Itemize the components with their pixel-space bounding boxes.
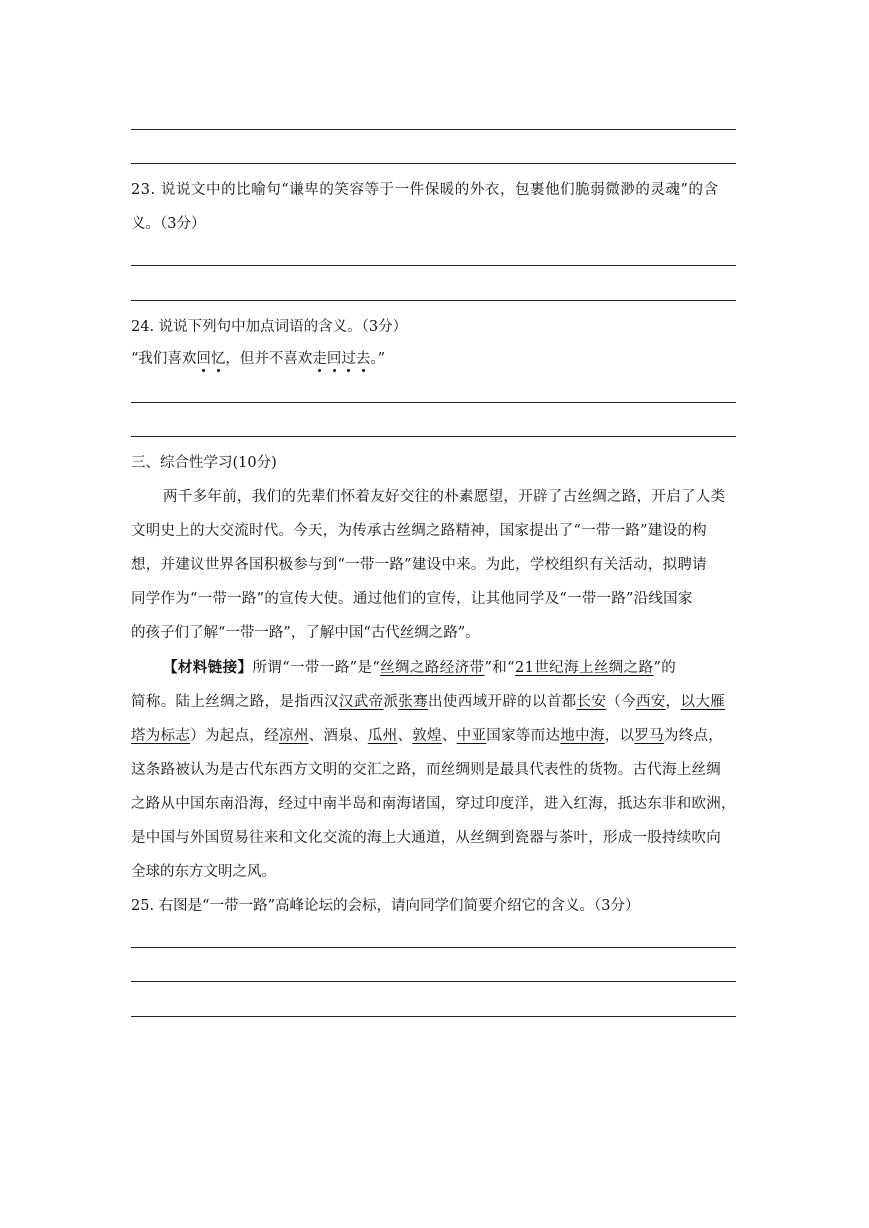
underlined-term: 敦煌 — [412, 728, 442, 744]
question-number: 25. — [131, 898, 155, 914]
question-number: 24. — [131, 319, 155, 335]
underlined-term: 以大雁 — [680, 694, 726, 710]
question-text: 右图是“一带一路”高峰论坛的会标，请向同学们简要介绍它的含义。（3分） — [158, 898, 640, 914]
answer-line — [131, 981, 736, 982]
answer-line — [131, 947, 736, 948]
material-line: 这条路被认为是古代东西方文明的交汇之路，而丝绸则是最具代表性的货物。古代海上丝绸 — [131, 762, 721, 778]
question-25 — [131, 896, 736, 916]
material-line: 简称。陆上丝绸之路，是指西汉汉武帝派张骞出使西域开辟的以首都长安（今西安，以大雁 — [131, 694, 726, 710]
underlined-term: 汉武帝 — [338, 694, 384, 710]
underlined-term: 瓜州 — [367, 728, 398, 744]
paragraph-line: 想，并建议世界各国积极参与到“一带一路”建设中来。为此，学校组织有关活动，拟聘请 — [131, 557, 707, 573]
answer-line — [131, 265, 736, 266]
question-23-continued: 义。（3分） — [131, 216, 206, 232]
answer-line — [131, 1016, 736, 1017]
answer-line — [131, 402, 736, 403]
paragraph-line: 文明史上的大交流时代。今天，为传承古丝绸之路精神，国家提出了“一带一路”建设的构 — [131, 523, 707, 539]
underlined-term: 西安 — [635, 694, 666, 710]
underlined-term: 张骞 — [398, 694, 429, 710]
material-line: 全球的东方文明之风。 — [131, 864, 276, 880]
dotted-char: 忆 — [210, 351, 226, 367]
answer-line — [131, 163, 736, 164]
question-23 — [131, 180, 736, 200]
dotted-char: 回 — [196, 351, 211, 367]
material-line: 是中国与外国贸易往来和文化交流的海上大通道，从丝绸到瓷器与茶叶，形成一股持续吹向 — [131, 830, 721, 846]
quoted-sentence: “我们喜欢回忆，但并不喜欢走回过去。” — [131, 351, 386, 367]
underlined-term: 丝绸之路经济带 — [380, 660, 485, 676]
underlined-term: 凉州 — [279, 728, 309, 744]
material-line: 之路从中国东南沿海，经过中南半岛和南海诸国，穿过印度洋，进入红海，抵达东非和欧洲， — [131, 796, 736, 812]
underlined-term: 长安 — [576, 694, 607, 710]
material-label: 【材料链接】 — [163, 659, 253, 676]
underlined-term: 地中海 — [560, 728, 605, 744]
dotted-char: 去 — [355, 351, 371, 367]
material-line: 塔为标志）为起点，经凉州、酒泉、瓜州、敦煌、中亚国家等而达地中海，以罗马为终点， — [131, 728, 724, 744]
question-text: 说说文中的比喻句“谦卑的笑容等于一件保暖的外衣，包裹他们脆弱微渺的灵魂”的含 — [160, 182, 719, 198]
dotted-char: 走 — [312, 351, 327, 367]
underlined-term: 中亚 — [456, 728, 487, 744]
question-24 — [131, 317, 736, 337]
underlined-term: 罗马 — [634, 728, 664, 744]
material-line: 【材料链接】所谓“一带一路”是“丝绸之路经济带”和“21世纪海上丝绸之路”的 — [163, 659, 677, 676]
underlined-term: 21世纪海上丝绸之路 — [515, 660, 654, 676]
dotted-char: 过 — [341, 351, 356, 367]
section-heading: 三、综合性学习(10分) — [131, 455, 277, 471]
question-text: 说说下列句中加点词语的含义。（3分） — [158, 319, 408, 335]
paragraph-line: 的孩子们了解“一带一路”，了解中国“古代丝绸之路”。 — [131, 625, 480, 641]
answer-line — [131, 436, 736, 437]
underlined-term: 塔为标志 — [131, 728, 191, 744]
question-number: 23. — [131, 182, 156, 198]
answer-line — [131, 129, 736, 130]
paragraph-line: 同学作为“一带一路”的宣传大使。通过他们的宣传，让其他同学及“一带一路”沿线国家 — [131, 591, 693, 607]
dotted-char: 回 — [326, 351, 342, 367]
paragraph-line: 两千多年前，我们的先辈们怀着友好交往的朴素愿望，开辟了古丝绸之路，开启了人类 — [163, 489, 726, 505]
answer-line — [131, 300, 736, 301]
